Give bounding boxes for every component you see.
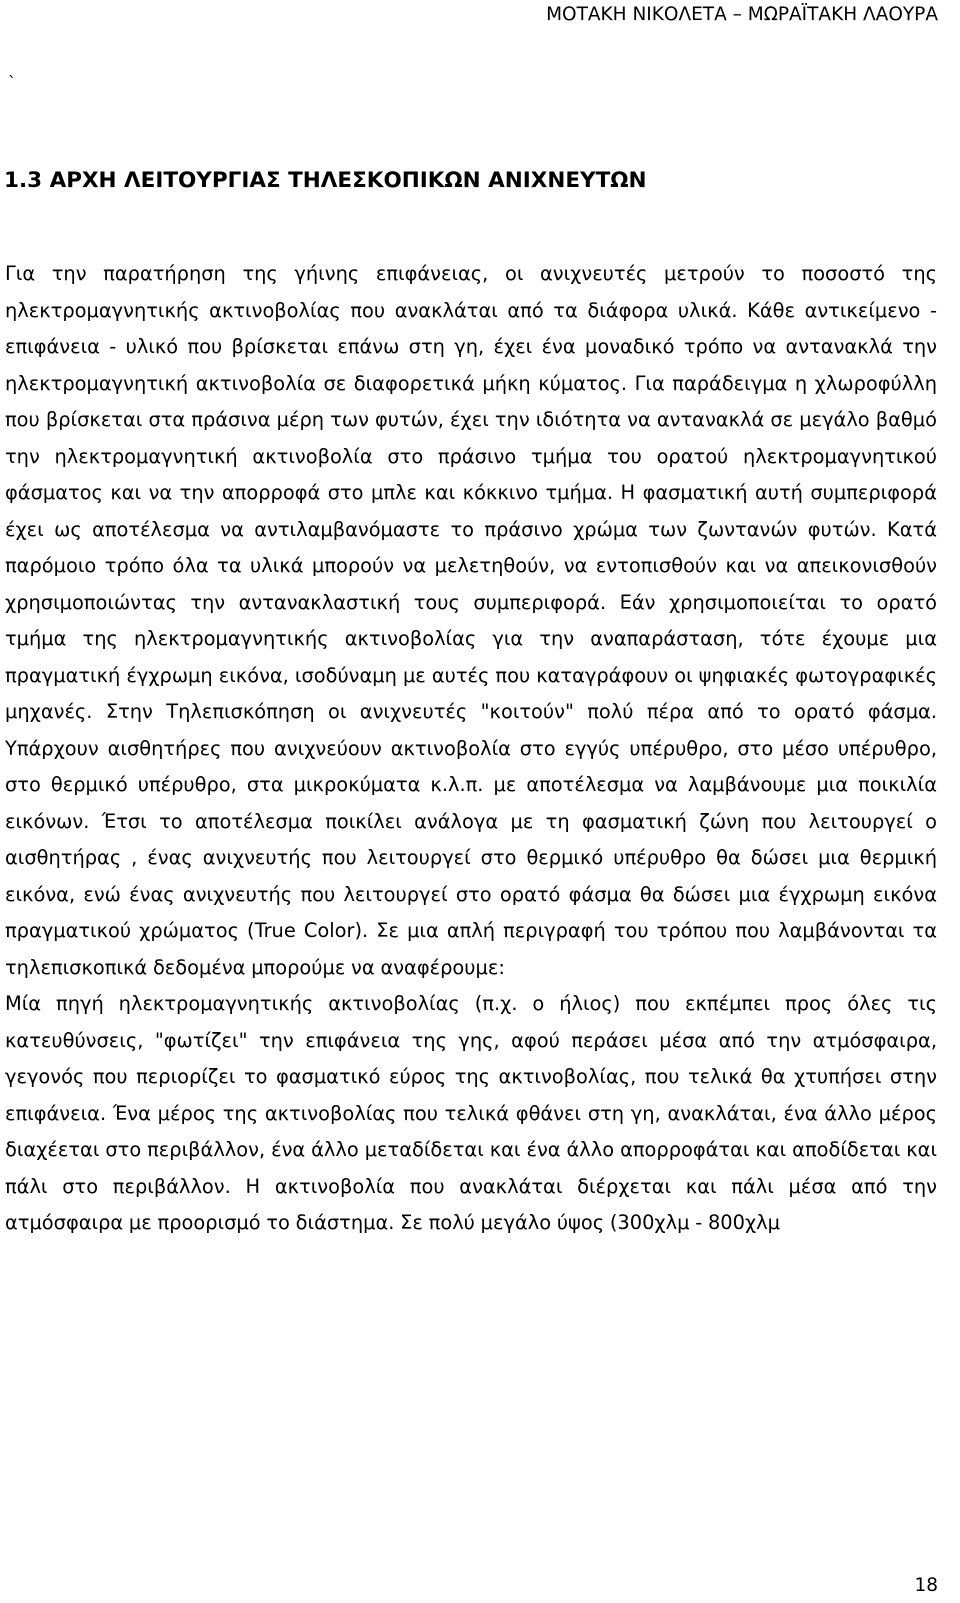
paragraph-radiation-source: Μία πηγή ηλεκτρομαγνητικής ακτινοβολίας (π.χ. ο ήλιος) που εκπέμπει προς όλες τις κατευθύνσεις, "φωτίζει" την επιφάνεια της γης, αφού περάσει μέσα από την ατμόσφαιρα, γεγονός που περιορίζει το φασματικό εύρος της ακτινοβολίας, που τελικά θα χτυπήσει στην επιφάνεια. Ένα μέρος της ακτινοβολίας που τελικά φθάνει στη γη, ανακλάται, ένα άλλο μέρος διαχέεται στο περιβάλλον, ένα άλλο μεταδίδεται και ένα άλλο απορροφάται και αποδίδεται και πάλι στο περιβάλλον. Η ακτινοβολία που ανακλάται διέρχεται και πάλι μέσα από την ατμόσφαιρα με προορισμό το διάστημα. Σε πολύ μεγάλο ύψος (300χλμ - 800χλμ — [5, 992, 937, 1234]
section-heading: 1.3 ΑΡΧΗ ΛΕΙΤΟΥΡΓΙΑΣ ΤΗΛΕΣΚΟΠΙΚΩΝ ΑΝΙΧΝΕΥΤΩΝ — [4, 168, 647, 193]
page-number: 18 — [914, 1575, 938, 1596]
page-header-authors: ΜΟΤΑΚΗ ΝΙΚΟΛΕΤΑ – ΜΩΡΑΪΤΑΚΗ ΛΑΟΥΡΑ — [546, 4, 938, 25]
paragraph-reflectance: Για την παρατήρηση της γήινης επιφάνειας, οι ανιχνευτές μετρούν το ποσοστό της ηλεκτρομαγνητικής ακτινοβολίας που ανακλάται από τα διάφορα υλικά. Κάθε αντικείμενο - επιφάνεια - υλικό που βρίσκεται επάνω στη γη, έχει ένα μοναδικό τρόπο να αντανακλά την ηλεκτρομαγνητική ακτινοβολία σε διαφορετικά μήκη κύματος. Για παράδειγμα η χλωροφύλλη που βρίσκεται στα πράσινα μέρη των φυτών, έχει την ιδιότητα να αντανακλά σε μεγάλο βαθμό την ηλεκτρομαγνητική ακτινοβολία στο πράσινο τμήμα του ορατού ηλεκτρομαγνητικού φάσματος και να την απορροφά στο μπλε και κόκκινο τμήμα. Η φασματική αυτή συμπεριφορά έχει ως αποτέλεσμα να αντιλαμβανόμαστε το πράσινο χρώμα των ζωντανών φυτών. Κατά παρόμοιο τρόπο όλα τα υλικά μπορούν να μελετηθούν, να εντοπισθούν και να απεικονισθούν χρησιμοποιώντας την αντανακλαστική τους συμπεριφορά. Εάν χρησιμοποιείται το ορατό τμήμα της ηλεκτρομαγνητικής ακτινοβολίας για την αναπαράσταση, τότε έχουμε μια πραγματική έγχρωμη εικόνα, ισοδύναμη με αυτές που καταγράφουν οι ψηφιακές φωτογραφικές μηχανές. Στην Τηλεπισκόπηση οι ανιχνευτές "κοιτούν" πολύ πέρα από το ορατό φάσμα. Υπάρχουν αισθητήρες που ανιχνεύουν ακτινοβολία στο εγγύς υπέρυθρο, στο μέσο υπέρυθρο, στο θερμικό υπέρυθρο, στα μικροκύματα κ.λ.π. με αποτέλεσμα να λαμβάνουμε μια ποικιλία εικόνων. Έτσι το αποτέλεσμα ποικίλει ανάλογα με τη φασματική ζώνη που λειτουργεί ο αισθητήρας , ένας ανιχνευτής που λειτουργεί στο θερμικό υπέρυθρο θα δώσει μια θερμική εικόνα, ενώ ένας ανιχνευτής που λειτουργεί στο ορατό φάσμα θα δώσει μια έγχρωμη εικόνα πραγματικού χρώματος (True Color). Σε μια απλή περιγραφή του τρόπου που λαμβάνονται τα τηλεπισκοπικά δεδομένα μπορούμε να αναφέρουμε: — [5, 262, 937, 979]
stray-mark: ` — [8, 73, 16, 92]
body-text — [5, 256, 937, 1242]
